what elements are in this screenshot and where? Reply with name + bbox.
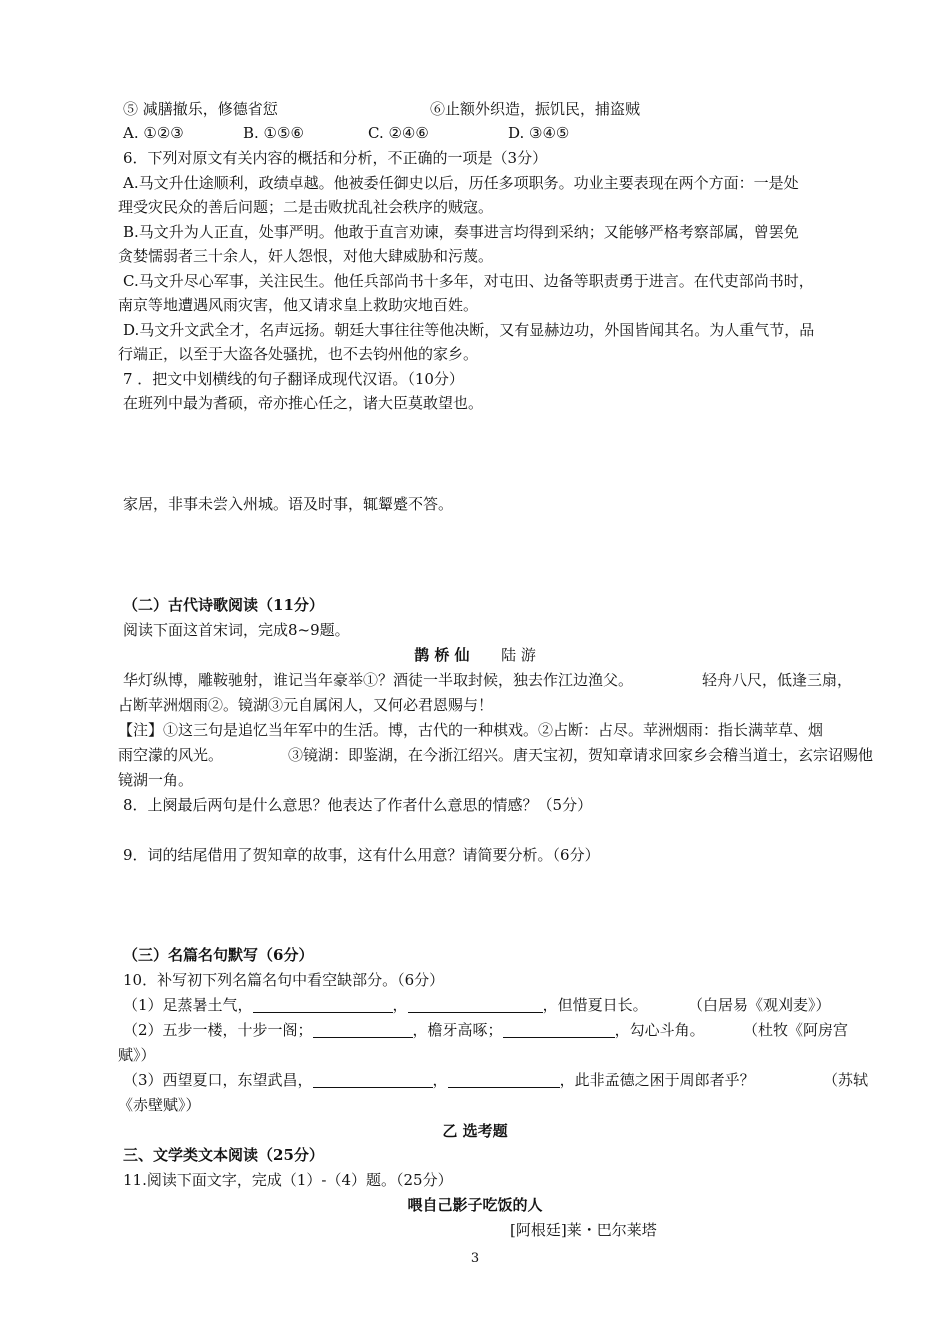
poem-author: 陆 游: [501, 646, 536, 664]
q6-option-a-line1: A.马文升仕途顺利，政绩卓越。他被委任御史以后，历任多项职务。功业主要表现在两个方面：一是处: [123, 174, 799, 192]
dictation-line-3: （3）西望夏口，东望武昌， ， ，此非孟德之困于周郎者乎？ （苏轼: [123, 1068, 867, 1092]
q5-item-6: ⑥止额外织造，振饥民，捕盗贼: [430, 100, 641, 118]
poem-note-line3: 镜湖一角。: [118, 771, 194, 789]
answer-blank[interactable]: [448, 1072, 560, 1088]
dictation-source-2: （杜牧《阿房宫: [743, 1021, 849, 1039]
q7-sentence-1: 在班列中最为耆硕，帝亦推心任之，诸大臣莫敢望也。: [123, 394, 484, 412]
poem-title-row: [0, 643, 950, 667]
page-number: 3: [470, 1251, 480, 1266]
q10-stem: 10．补写初下列名篇名句中看空缺部分。（6分）: [123, 971, 445, 989]
dictation-source-1: （白居易《观刈麦》）: [688, 996, 831, 1014]
q6-option-c-line2: 南京等地遭遇风雨灾害，他又请求皇上救助灾地百姓。: [118, 296, 479, 314]
answer-blank[interactable]: [313, 1072, 433, 1088]
q5-items-row: [123, 97, 867, 121]
q5-option-a: A. ①②③: [123, 124, 184, 142]
q6-option-d-line1: D.马文升文武全才，名声远扬。朝廷大事往往等他决断，又有显赫边功，外国皆闻其名。为人重气节，品: [123, 321, 815, 339]
q5-option-b: B. ①⑤⑥: [243, 124, 304, 142]
answer-blank[interactable]: [408, 997, 543, 1013]
poem-note-2b: ③镜湖：即鉴湖，在今浙江绍兴。唐天宝初，贺知章请求回家乡会稽当道士，玄宗诏赐他: [288, 746, 874, 764]
poetry-instruction: 阅读下面这首宋词，完成8~9题。: [123, 621, 350, 639]
q7-stem: 7 ．把文中划横线的句子翻译成现代汉语。（10分）: [123, 370, 464, 388]
q5-options-row: [123, 121, 867, 145]
q11-stem: 11.阅读下面文字，完成（1）-（4）题。（25分）: [123, 1171, 453, 1189]
dictation-line-2: （2）五步一楼，十步一阁； ，檐牙高啄； ，勾心斗角。 （杜牧《阿房宫: [123, 1018, 867, 1042]
answer-blank[interactable]: [503, 1022, 615, 1038]
q8-question: 8．上阕最后两句是什么意思？他表达了作者什么意思的情感？（5分）: [123, 796, 593, 814]
dictation-line-2-cont: 赋》）: [118, 1046, 156, 1064]
poem-note-line2: [118, 743, 874, 767]
q6-stem: 6．下列对原文有关内容的概括和分析，不正确的一项是（3分）: [123, 149, 548, 167]
elective-banner: 乙 选考题: [442, 1122, 508, 1140]
dictation-source-3: （苏轼: [823, 1071, 869, 1089]
q5-option-c: C. ②④⑥: [368, 124, 429, 142]
q6-option-c-line1: C.马文升尽心军事，关注民生。他任兵部尚书十多年，对屯田、边备等职责勇于进言。在代吏部尚书时，: [123, 272, 814, 290]
q6-option-d-line2: 行端正，以至于大盗各处骚扰，也不去钧州他的家乡。: [118, 345, 479, 363]
poetry-section-heading: （二）古代诗歌阅读（11分）: [123, 596, 324, 614]
dictation-section-heading: （三）名篇名句默写（6分）: [123, 946, 314, 964]
q6-option-b-line2: 贪婪懦弱者三十余人，奸人怨恨，对他大肆威胁和污蔑。: [118, 247, 494, 265]
poem-line-1: [123, 668, 867, 692]
poem-line-2: 占断苹洲烟雨②。镜湖③元自属闲人，又何必君恩赐与！: [118, 696, 494, 714]
section-three-heading: 三、文学类文本阅读（25分）: [123, 1146, 324, 1164]
poem-note-2a: 雨空濛的风光。: [118, 746, 224, 764]
q5-option-d: D. ③④⑤: [508, 124, 570, 142]
q6-option-b-line1: B.马文升为人正直，处事严明。他敢于直言劝谏，奏事进言均得到采纳；又能够严格考察部属，曾罢免: [123, 223, 799, 241]
story-title: 喂自己影子吃饭的人: [407, 1196, 543, 1214]
dictation-line-1: （1）足蒸暑土气， ， ，但惜夏日长。 （白居易《观刈麦》）: [123, 993, 867, 1017]
q6-option-a-line2: 理受灾民众的善后问题；二是击败扰乱社会秩序的贼寇。: [118, 198, 494, 216]
answer-blank[interactable]: [313, 1022, 413, 1038]
poem-note-line1: 【注】①这三句是追忆当年军中的生活。博，古代的一种棋戏。②占断：占尽。苹洲烟雨：指长满苹草、烟: [118, 721, 824, 739]
dictation-line-3-cont: 《赤壁赋》）: [118, 1096, 201, 1114]
poem-title: 鹊 桥 仙: [414, 646, 470, 664]
q9-question: 9．词的结尾借用了贺知章的故事，这有什么用意？请简要分析。（6分）: [123, 846, 600, 864]
q7-sentence-2: 家居，非事未尝入州城。语及时事，辄颦蹙不答。: [123, 495, 454, 513]
answer-blank[interactable]: [253, 997, 393, 1013]
story-author: [阿根廷]莱・巴尔莱塔: [510, 1221, 657, 1239]
q5-item-5: ⑤ 减膳撤乐，修德省愆: [123, 100, 278, 118]
poem-line-1b: 轻舟八尺，低逢三扇，: [702, 671, 853, 689]
poem-line-1a: 华灯纵博，雕鞍驰射，谁记当年豪举①？酒徒一半取封候，独去作江边渔父。: [123, 671, 634, 689]
